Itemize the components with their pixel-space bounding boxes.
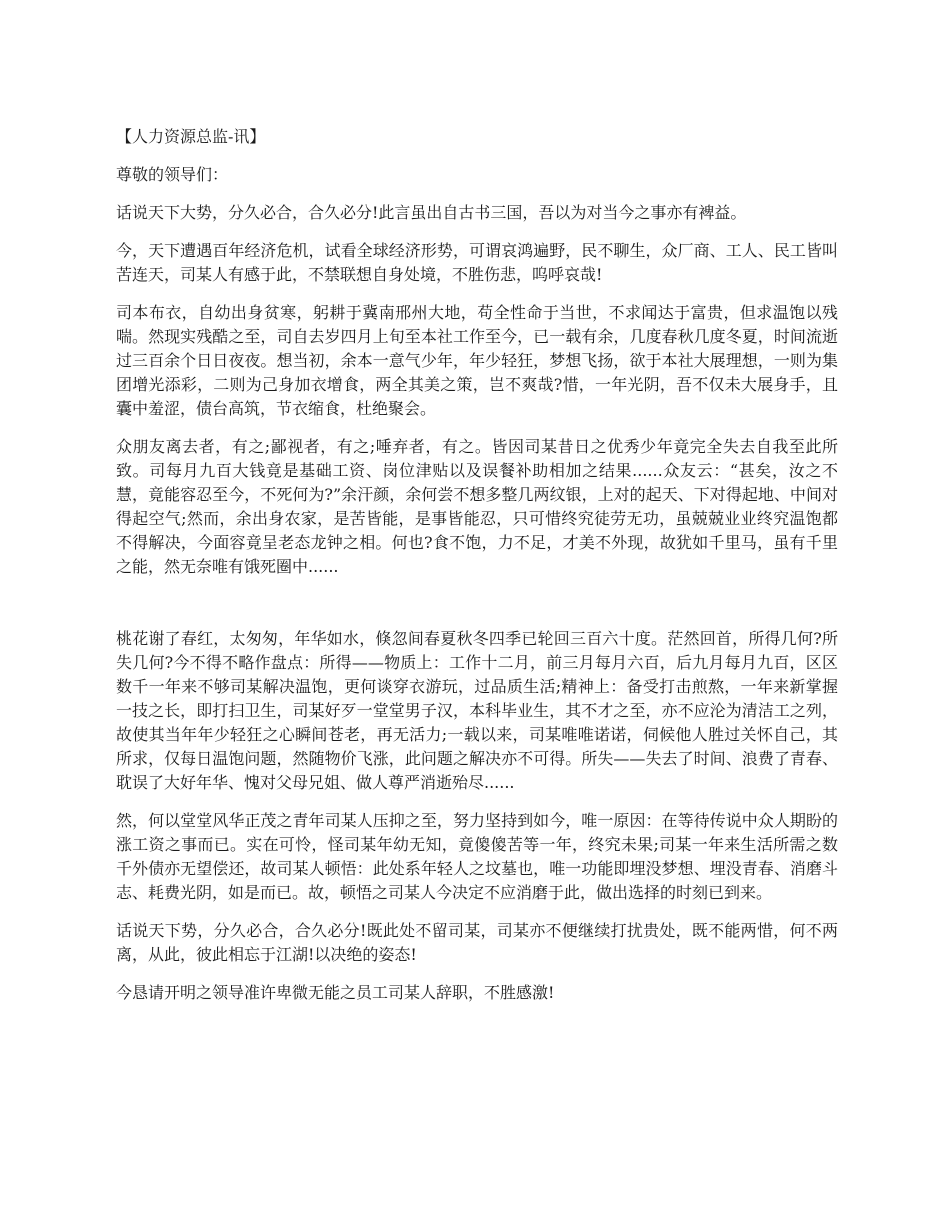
paragraph-7: 话说天下势，分久必合，合久必分!既此处不留司某，司某亦不便继续打扰贵处，既不能两惜，何不两离，从此，彼此相忘于江湖!以决绝的姿态! — [116, 921, 838, 964]
paragraph-1: 话说天下大势，分久必合，合久必分!此言虽出自古书三国，吾以为对当今之事亦有裨益。 — [116, 203, 747, 222]
paragraph-3: 司本布衣，自幼出身贫寒，躬耕于冀南邢州大地，苟全性命于当世，不求闻达于富贵，但求温饱以残喘。然现实残酷之至，司自去岁四月上旬至本社工作至今，已一载有余，几度春秋几度冬夏，时间流逝过三百余个日日夜夜。想当初，余本一意气少年，年少轻狂，梦想飞扬，欲于本社大展理想，一则为集团增光添彩，二则为己身加衣增食，两全其美之策，岂不爽哉?惜，一年光阴，吾不仅未大展身手，且囊中羞涩，债台高筑，节衣缩食，杜绝聚会。 — [116, 303, 838, 418]
paragraph-2: 今，天下遭遇百年经济危机，试看全球经济形势，可谓哀鸿遍野，民不聊生，众厂商、工人、民工皆叫苦连天，司某人有感于此，不禁联想自身处境，不胜伤悲，呜呼哀哉! — [116, 241, 838, 284]
letter-page — [116, 125, 838, 1019]
paragraph-8: 今恳请开明之领导准许卑微无能之员工司某人辞职，不胜感激! — [116, 983, 555, 1002]
paragraph-6: 然，何以堂堂风华正茂之青年司某人压抑之至，努力坚持到如今，唯一原因：在等待传说中众人期盼的涨工资之事而已。实在可怜，怪司某年幼无知，竟傻傻苦等一年，终究未果;司某一年来生活所需之数千外债亦无望偿还，故司某人顿悟：此处系年轻人之坟墓也，唯一功能即埋没梦想、埋没青春、消磨斗志、耗费光阴，如是而已。故，顿悟之司某人今决定不应消磨于此，做出选择的时刻已到来。 — [116, 811, 838, 902]
section-gap — [116, 593, 838, 627]
paragraph-5: 桃花谢了春红，太匆匆，年华如水，倏忽间春夏秋冬四季已轮回三百六十度。茫然回首，所得几何?所失几何?今不得不略作盘点：所得——物质上：工作十二月，前三月每月六百，后九月每月九百，区区数千一年来不够司某解决温饱，更何谈穿衣游玩，过品质生活;精神上：备受打击煎熬，一年来新掌握一技之长，即打扫卫生，司某好歹一堂堂男子汉，本科毕业生，其不才之至，亦不应沦为清洁工之列，故使其当年年少轻狂之心瞬间苍老，再无活力;一载以来，司某唯唯诺诺，伺候他人胜过关怀自己，其所求，仅每日温饱问题，然随物价飞涨，此问题之解决亦不可得。所失——失去了时间、浪费了青春、耽误了大好年华、愧对父母兄姐、做人尊严消逝殆尽...... — [116, 629, 838, 792]
salutation: 尊敬的领导们： — [116, 165, 229, 184]
document-title: 【人力资源总监-讯】 — [116, 127, 266, 146]
paragraph-4: 众朋友离去者，有之;鄙视者，有之;唾弃者，有之。皆因司某昔日之优秀少年竟完全失去自我至此所致。司每月九百大钱竟是基础工资、岗位津贴以及误餐补助相加之结果......众友云：“甚矣，汝之不慧，竟能容忍至今，不死何为?”余汗颜，余何尝不想多整几两纹银，上对的起天、下对得起地、中间对得起空气;然而，余出身农家，是苦皆能，是事皆能忍，只可惜终究徒劳无功，虽兢兢业业终究温饱都不得解决，今面容竟呈老态龙钟之相。何也?食不饱，力不足，才美不外现，故犹如千里马，虽有千里之能，然无奈唯有饿死圈中...... — [116, 437, 838, 576]
